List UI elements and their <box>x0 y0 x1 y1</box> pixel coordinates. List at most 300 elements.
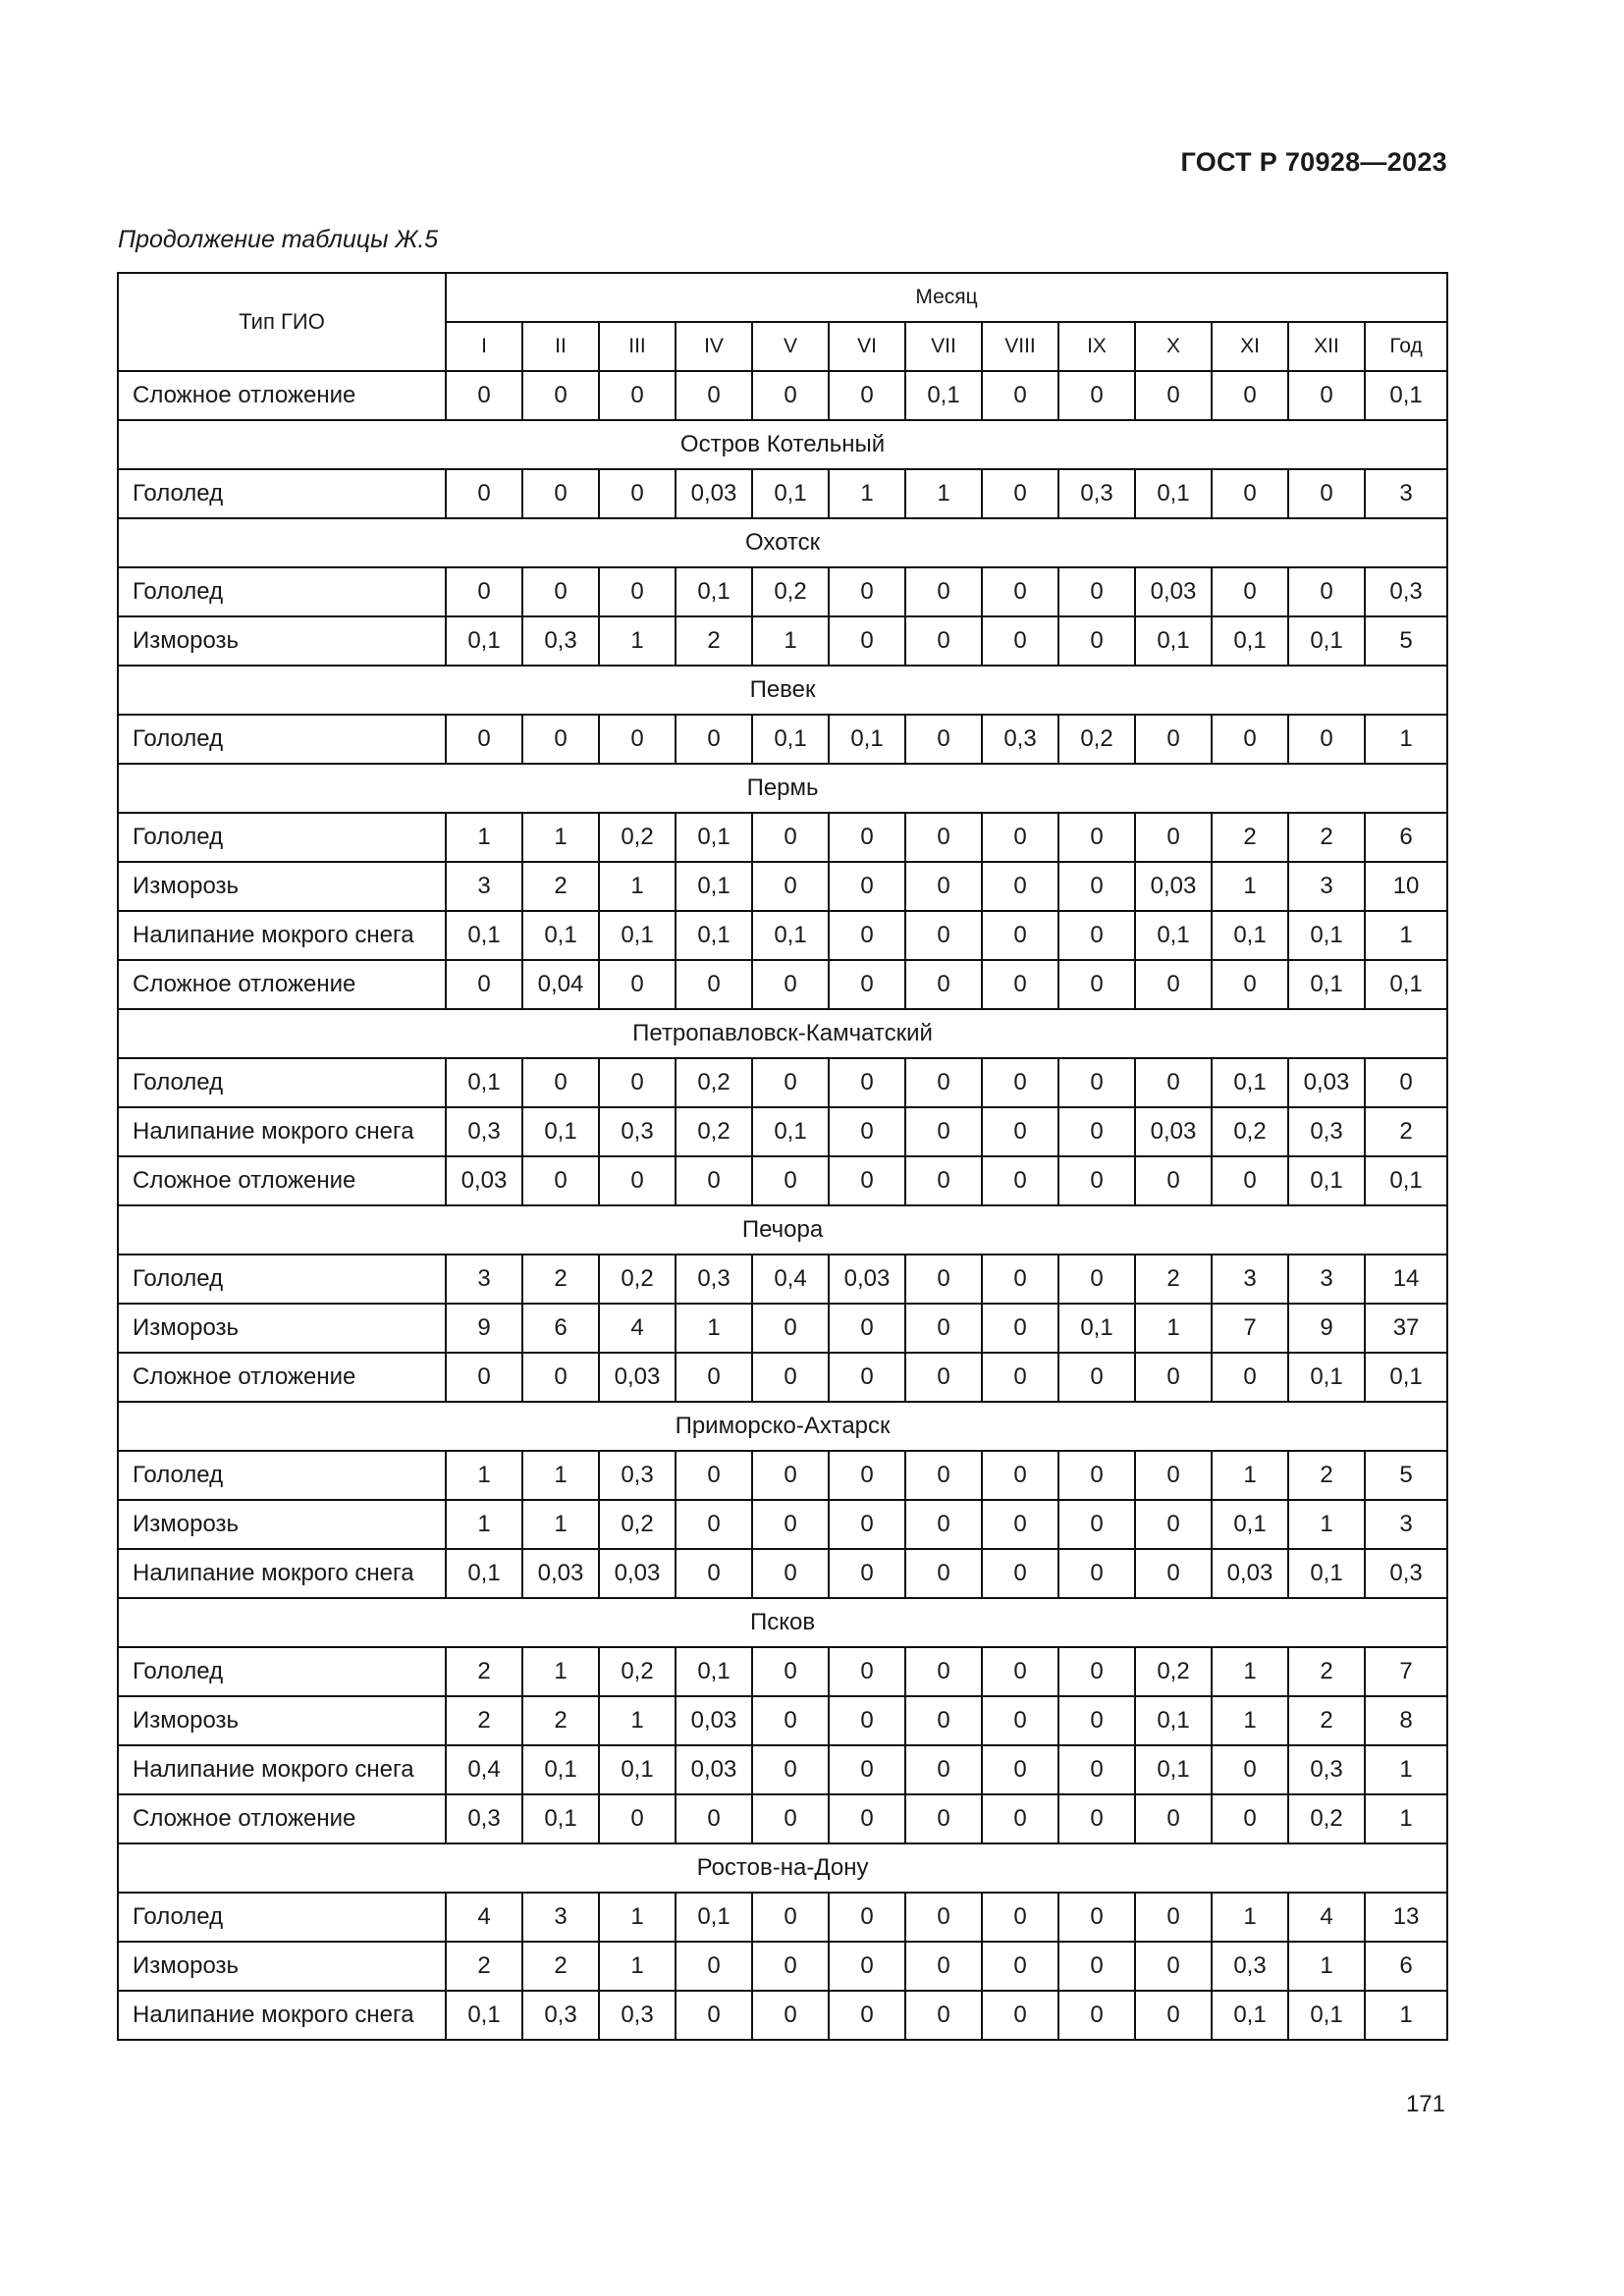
value-cell: 0 <box>905 862 982 911</box>
month-header: XI <box>1212 322 1288 371</box>
value-cell: 0 <box>752 1696 829 1745</box>
table-row <box>118 1745 1447 1794</box>
value-cell: 1 <box>1212 1647 1288 1696</box>
value-cell: 0 <box>905 813 982 862</box>
station-name: Охотск <box>118 518 1447 567</box>
month-header: IX <box>1058 322 1135 371</box>
value-cell: 3 <box>446 862 522 911</box>
value-cell: 0,3 <box>446 1107 522 1156</box>
value-cell: 0,03 <box>829 1255 905 1304</box>
value-cell: 37 <box>1365 1304 1447 1353</box>
value-cell: 0,2 <box>752 567 829 616</box>
value-cell: 0 <box>1135 813 1212 862</box>
value-cell: 0 <box>829 862 905 911</box>
value-cell: 0 <box>1058 1500 1135 1549</box>
value-cell: 0 <box>982 371 1058 420</box>
value-cell: 3 <box>522 1893 599 1942</box>
value-cell: 2 <box>522 862 599 911</box>
value-cell: 0,2 <box>599 1647 676 1696</box>
station-name: Пермь <box>118 764 1447 813</box>
ice-type-cell: Гололед <box>118 567 446 616</box>
value-cell: 0,1 <box>752 469 829 518</box>
value-cell: 0 <box>1058 1745 1135 1794</box>
ice-type-cell: Сложное отложение <box>118 1156 446 1205</box>
value-cell: 0 <box>905 1451 982 1500</box>
value-cell: 0 <box>676 960 752 1009</box>
ice-type-cell: Гололед <box>118 1255 446 1304</box>
value-cell: 0 <box>752 1500 829 1549</box>
value-cell: 0 <box>752 862 829 911</box>
value-cell: 0 <box>1212 1794 1288 1843</box>
value-cell: 1 <box>1365 1991 1447 2040</box>
value-cell: 0 <box>1058 911 1135 960</box>
value-cell: 1 <box>905 469 982 518</box>
table-row <box>118 1942 1447 1991</box>
ice-type-cell: Изморозь <box>118 1696 446 1745</box>
value-cell: 0 <box>905 1745 982 1794</box>
value-cell: 0 <box>676 715 752 764</box>
value-cell: 0 <box>982 813 1058 862</box>
table-row <box>118 1107 1447 1156</box>
table-body <box>118 371 1447 2040</box>
value-cell: 0,1 <box>1135 1696 1212 1745</box>
value-cell: 0 <box>905 1353 982 1402</box>
value-cell: 0,1 <box>1288 1991 1365 2040</box>
value-cell: 2 <box>1288 1451 1365 1500</box>
ice-type-cell: Гололед <box>118 469 446 518</box>
value-cell: 1 <box>1212 1696 1288 1745</box>
month-header: V <box>752 322 829 371</box>
value-cell: 0 <box>982 1353 1058 1402</box>
month-group-header: Месяц <box>446 273 1447 322</box>
value-cell: 0 <box>982 1107 1058 1156</box>
month-header: I <box>446 322 522 371</box>
station-row <box>118 518 1447 567</box>
value-cell: 0 <box>446 715 522 764</box>
ice-type-cell: Гололед <box>118 813 446 862</box>
value-cell: 0 <box>446 567 522 616</box>
value-cell: 2 <box>446 1696 522 1745</box>
ice-type-cell: Налипание мокрого снега <box>118 1549 446 1598</box>
value-cell: 1 <box>522 813 599 862</box>
value-cell: 0 <box>1135 715 1212 764</box>
value-cell: 1 <box>1212 1893 1288 1942</box>
value-cell: 0 <box>446 371 522 420</box>
table-row <box>118 1893 1447 1942</box>
station-row <box>118 666 1447 715</box>
page-number: 171 <box>1405 2091 1445 2117</box>
value-cell: 0 <box>1058 1058 1135 1107</box>
value-cell: 0 <box>676 1156 752 1205</box>
station-row <box>118 1843 1447 1893</box>
value-cell: 0 <box>676 1794 752 1843</box>
value-cell: 4 <box>599 1304 676 1353</box>
month-header: VIII <box>982 322 1058 371</box>
value-cell: 0 <box>1135 1549 1212 1598</box>
station-name: Певек <box>118 666 1447 715</box>
value-cell: 0,1 <box>1135 469 1212 518</box>
value-cell: 0 <box>522 1156 599 1205</box>
value-cell: 0 <box>905 1500 982 1549</box>
value-cell: 0 <box>752 1304 829 1353</box>
ice-type-cell: Гололед <box>118 1451 446 1500</box>
type-column-header: Тип ГИО <box>118 273 446 371</box>
value-cell: 0,1 <box>446 1058 522 1107</box>
value-cell: 0 <box>982 862 1058 911</box>
value-cell: 0,3 <box>1365 1549 1447 1598</box>
value-cell: 0 <box>905 1942 982 1991</box>
value-cell: 0 <box>905 1058 982 1107</box>
value-cell: 0 <box>1212 469 1288 518</box>
station-row <box>118 1598 1447 1647</box>
value-cell: 0,03 <box>446 1156 522 1205</box>
value-cell: 6 <box>522 1304 599 1353</box>
document-code: ГОСТ Р 70928—2023 <box>1180 147 1447 177</box>
ice-type-cell: Изморозь <box>118 1500 446 1549</box>
value-cell: 0,1 <box>1212 1500 1288 1549</box>
value-cell: 0 <box>1058 1255 1135 1304</box>
value-cell: 0 <box>1288 715 1365 764</box>
ice-type-cell: Гололед <box>118 1058 446 1107</box>
ice-type-cell: Сложное отложение <box>118 960 446 1009</box>
value-cell: 10 <box>1365 862 1447 911</box>
value-cell: 0 <box>829 911 905 960</box>
value-cell: 0,03 <box>522 1549 599 1598</box>
value-cell: 0 <box>522 1058 599 1107</box>
value-cell: 1 <box>1288 1942 1365 1991</box>
table-row <box>118 1304 1447 1353</box>
ice-type-cell: Изморозь <box>118 1942 446 1991</box>
value-cell: 0 <box>982 567 1058 616</box>
ice-type-cell: Гололед <box>118 715 446 764</box>
value-cell: 0,1 <box>676 567 752 616</box>
value-cell: 0,1 <box>1135 911 1212 960</box>
value-cell: 0 <box>522 469 599 518</box>
value-cell: 0,3 <box>522 1991 599 2040</box>
value-cell: 0,1 <box>1212 1991 1288 2040</box>
value-cell: 2 <box>1288 813 1365 862</box>
month-header: II <box>522 322 599 371</box>
value-cell: 0,1 <box>752 1107 829 1156</box>
value-cell: 1 <box>1212 862 1288 911</box>
value-cell: 1 <box>1135 1304 1212 1353</box>
value-cell: 0 <box>905 1647 982 1696</box>
value-cell: 0 <box>522 567 599 616</box>
value-cell: 0 <box>905 1893 982 1942</box>
station-row <box>118 1205 1447 1255</box>
value-cell: 0 <box>1212 1156 1288 1205</box>
value-cell: 0 <box>1058 1991 1135 2040</box>
value-cell: 13 <box>1365 1893 1447 1942</box>
value-cell: 0 <box>1288 371 1365 420</box>
ice-type-cell: Гололед <box>118 1647 446 1696</box>
value-cell: 0 <box>1058 567 1135 616</box>
value-cell: 1 <box>1288 1500 1365 1549</box>
table-row <box>118 960 1447 1009</box>
ice-type-cell: Изморозь <box>118 862 446 911</box>
value-cell: 0 <box>599 1794 676 1843</box>
value-cell: 0 <box>829 1745 905 1794</box>
value-cell: 0 <box>599 1156 676 1205</box>
value-cell: 0 <box>905 1991 982 2040</box>
value-cell: 3 <box>1212 1255 1288 1304</box>
table-row <box>118 862 1447 911</box>
value-cell: 0 <box>982 1696 1058 1745</box>
value-cell: 0 <box>599 567 676 616</box>
table-row <box>118 1794 1447 1843</box>
value-cell: 0 <box>1058 371 1135 420</box>
value-cell: 0,2 <box>599 1255 676 1304</box>
table-header <box>118 273 1447 371</box>
value-cell: 0 <box>752 1451 829 1500</box>
value-cell: 0,3 <box>599 1451 676 1500</box>
value-cell: 3 <box>1365 469 1447 518</box>
value-cell: 0,03 <box>599 1353 676 1402</box>
value-cell: 0,03 <box>1135 1107 1212 1156</box>
value-cell: 0,1 <box>1365 1353 1447 1402</box>
value-cell: 0,3 <box>599 1107 676 1156</box>
value-cell: 0 <box>599 1058 676 1107</box>
value-cell: 0 <box>599 960 676 1009</box>
value-cell: 0 <box>829 1304 905 1353</box>
value-cell: 2 <box>446 1647 522 1696</box>
value-cell: 0,1 <box>446 1549 522 1598</box>
month-header: IV <box>676 322 752 371</box>
value-cell: 0,1 <box>1212 911 1288 960</box>
value-cell: 0 <box>1058 1549 1135 1598</box>
value-cell: 0 <box>829 1549 905 1598</box>
value-cell: 1 <box>1212 1451 1288 1500</box>
table-row <box>118 1500 1447 1549</box>
ice-type-cell: Гололед <box>118 1893 446 1942</box>
value-cell: 0 <box>905 1794 982 1843</box>
table-row <box>118 1696 1447 1745</box>
value-cell: 0 <box>1212 1353 1288 1402</box>
value-cell: 0 <box>982 911 1058 960</box>
value-cell: 7 <box>1212 1304 1288 1353</box>
value-cell: 0,03 <box>1135 567 1212 616</box>
month-header: VI <box>829 322 905 371</box>
value-cell: 1 <box>1365 911 1447 960</box>
table-row <box>118 1353 1447 1402</box>
value-cell: 0,03 <box>599 1549 676 1598</box>
value-cell: 0 <box>982 1451 1058 1500</box>
value-cell: 0 <box>522 1353 599 1402</box>
value-cell: 0,3 <box>446 1794 522 1843</box>
month-header: XII <box>1288 322 1365 371</box>
value-cell: 0 <box>752 1893 829 1942</box>
value-cell: 0,03 <box>1135 862 1212 911</box>
value-cell: 8 <box>1365 1696 1447 1745</box>
value-cell: 0 <box>829 1156 905 1205</box>
value-cell: 2 <box>522 1255 599 1304</box>
ice-type-cell: Налипание мокрого снега <box>118 1991 446 2040</box>
value-cell: 0 <box>1058 616 1135 666</box>
value-cell: 0 <box>982 469 1058 518</box>
value-cell: 0,1 <box>676 862 752 911</box>
value-cell: 0 <box>1288 469 1365 518</box>
value-cell: 0 <box>982 1255 1058 1304</box>
value-cell: 0,1 <box>1288 1353 1365 1402</box>
value-cell: 0 <box>905 715 982 764</box>
value-cell: 0 <box>829 1451 905 1500</box>
value-cell: 0 <box>752 1745 829 1794</box>
value-cell: 0 <box>982 1058 1058 1107</box>
value-cell: 0,1 <box>1135 1745 1212 1794</box>
table-row <box>118 1255 1447 1304</box>
value-cell: 0,4 <box>752 1255 829 1304</box>
value-cell: 0 <box>829 1696 905 1745</box>
table-row <box>118 371 1447 420</box>
value-cell: 0 <box>829 1942 905 1991</box>
ice-type-cell: Налипание мокрого снега <box>118 911 446 960</box>
value-cell: 0,03 <box>1212 1549 1288 1598</box>
table-caption: Продолжение таблицы Ж.5 <box>118 226 439 253</box>
value-cell: 0 <box>446 469 522 518</box>
value-cell: 1 <box>599 1696 676 1745</box>
value-cell: 2 <box>1288 1647 1365 1696</box>
value-cell: 0,3 <box>1212 1942 1288 1991</box>
value-cell: 0 <box>1058 1893 1135 1942</box>
value-cell: 2 <box>446 1942 522 1991</box>
table-row <box>118 1647 1447 1696</box>
value-cell: 9 <box>1288 1304 1365 1353</box>
station-name: Петропавловск-Камчатский <box>118 1009 1447 1058</box>
value-cell: 0,03 <box>676 469 752 518</box>
value-cell: 1 <box>446 1500 522 1549</box>
value-cell: 0 <box>752 371 829 420</box>
station-name: Остров Котельный <box>118 420 1447 469</box>
ice-type-cell: Сложное отложение <box>118 371 446 420</box>
table-row <box>118 616 1447 666</box>
value-cell: 0,3 <box>676 1255 752 1304</box>
value-cell: 0 <box>1135 1893 1212 1942</box>
value-cell: 0 <box>1058 1942 1135 1991</box>
month-header: X <box>1135 322 1212 371</box>
value-cell: 2 <box>1135 1255 1212 1304</box>
value-cell: 1 <box>752 616 829 666</box>
value-cell: 0 <box>752 1991 829 2040</box>
value-cell: 0 <box>676 1500 752 1549</box>
value-cell: 0 <box>905 567 982 616</box>
value-cell: 6 <box>1365 1942 1447 1991</box>
value-cell: 0 <box>676 1991 752 2040</box>
value-cell: 0 <box>829 813 905 862</box>
value-cell: 0 <box>905 616 982 666</box>
value-cell: 0 <box>1212 567 1288 616</box>
station-name: Псков <box>118 1598 1447 1647</box>
value-cell: 1 <box>446 813 522 862</box>
value-cell: 0 <box>676 371 752 420</box>
value-cell: 0 <box>1135 1500 1212 1549</box>
value-cell: 2 <box>1288 1696 1365 1745</box>
value-cell: 0 <box>982 1745 1058 1794</box>
value-cell: 4 <box>446 1893 522 1942</box>
station-row <box>118 1009 1447 1058</box>
table-row <box>118 1451 1447 1500</box>
header-row-group <box>118 273 1447 322</box>
value-cell: 0 <box>676 1451 752 1500</box>
value-cell: 0 <box>1212 371 1288 420</box>
value-cell: 0 <box>599 371 676 420</box>
value-cell: 0 <box>829 1991 905 2040</box>
value-cell: 0 <box>982 1893 1058 1942</box>
month-header: Год <box>1365 322 1447 371</box>
value-cell: 0 <box>982 1991 1058 2040</box>
value-cell: 0 <box>1212 715 1288 764</box>
value-cell: 0 <box>1288 567 1365 616</box>
value-cell: 0,1 <box>752 715 829 764</box>
value-cell: 0,3 <box>982 715 1058 764</box>
value-cell: 0,1 <box>446 1991 522 2040</box>
value-cell: 4 <box>1288 1893 1365 1942</box>
value-cell: 0 <box>752 1156 829 1205</box>
value-cell: 1 <box>522 1451 599 1500</box>
value-cell: 0 <box>1135 960 1212 1009</box>
value-cell: 0,3 <box>1288 1745 1365 1794</box>
ice-type-cell: Изморозь <box>118 1304 446 1353</box>
value-cell: 0 <box>1058 960 1135 1009</box>
value-cell: 0,1 <box>752 911 829 960</box>
value-cell: 1 <box>676 1304 752 1353</box>
value-cell: 3 <box>1288 1255 1365 1304</box>
value-cell: 0 <box>1058 1107 1135 1156</box>
value-cell: 0,3 <box>599 1991 676 2040</box>
value-cell: 0 <box>1135 1451 1212 1500</box>
value-cell: 0 <box>905 1255 982 1304</box>
value-cell: 0,1 <box>1365 1156 1447 1205</box>
ice-type-cell: Сложное отложение <box>118 1353 446 1402</box>
value-cell: 0,1 <box>1058 1304 1135 1353</box>
value-cell: 0,1 <box>522 911 599 960</box>
value-cell: 0 <box>1135 1794 1212 1843</box>
value-cell: 0,3 <box>1288 1107 1365 1156</box>
station-row <box>118 420 1447 469</box>
value-cell: 6 <box>1365 813 1447 862</box>
value-cell: 0,1 <box>1365 371 1447 420</box>
value-cell: 1 <box>1365 1794 1447 1843</box>
value-cell: 0,1 <box>829 715 905 764</box>
value-cell: 7 <box>1365 1647 1447 1696</box>
value-cell: 0 <box>905 911 982 960</box>
value-cell: 0,1 <box>1288 1156 1365 1205</box>
value-cell: 0 <box>982 1647 1058 1696</box>
value-cell: 2 <box>1365 1107 1447 1156</box>
value-cell: 0 <box>1365 1058 1447 1107</box>
value-cell: 0,1 <box>522 1745 599 1794</box>
value-cell: 0 <box>982 616 1058 666</box>
value-cell: 14 <box>1365 1255 1447 1304</box>
table-row <box>118 1156 1447 1205</box>
value-cell: 0 <box>752 1794 829 1843</box>
station-name: Печора <box>118 1205 1447 1255</box>
value-cell: 0,1 <box>1212 1058 1288 1107</box>
value-cell: 0 <box>1135 371 1212 420</box>
value-cell: 0 <box>905 960 982 1009</box>
value-cell: 0 <box>446 960 522 1009</box>
value-cell: 0 <box>522 371 599 420</box>
value-cell: 0,2 <box>676 1058 752 1107</box>
value-cell: 0,4 <box>446 1745 522 1794</box>
value-cell: 0,2 <box>1212 1107 1288 1156</box>
value-cell: 1 <box>522 1647 599 1696</box>
value-cell: 0,1 <box>446 911 522 960</box>
value-cell: 1 <box>599 1893 676 1942</box>
value-cell: 0 <box>829 1893 905 1942</box>
value-cell: 0 <box>1058 1451 1135 1500</box>
value-cell: 3 <box>1365 1500 1447 1549</box>
value-cell: 0,1 <box>905 371 982 420</box>
